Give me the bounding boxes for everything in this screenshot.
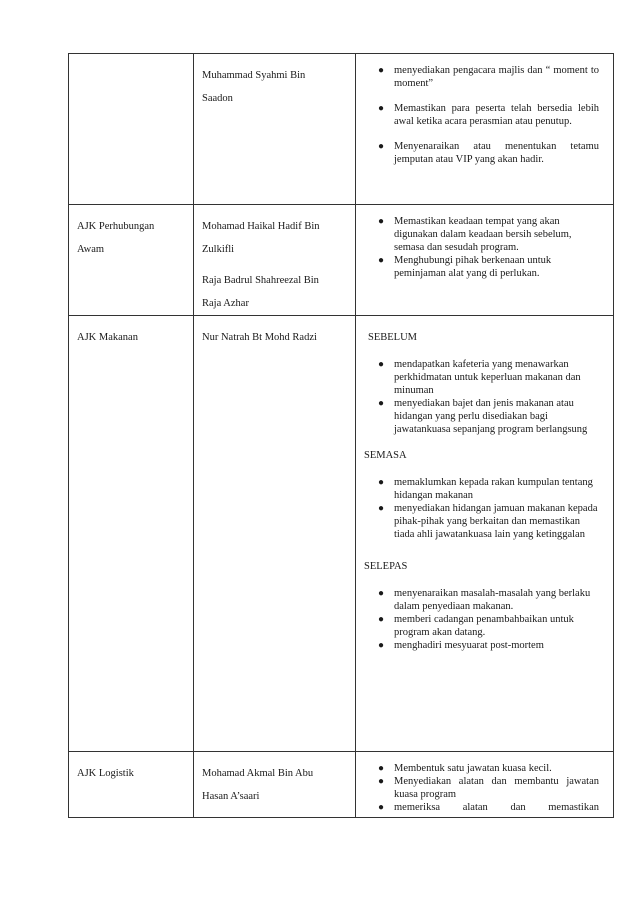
section-heading: SEBELUM — [368, 332, 418, 343]
section-heading: SEMASA — [364, 450, 407, 461]
members-cell — [194, 316, 356, 752]
duty-list — [364, 140, 599, 166]
duties-cell — [356, 316, 614, 752]
list-item: ● menyediakan hidangan jamuan makanan kepada pihak-pihak yang berkaitan dan memastikan tiada ahli jawatankuasa lain yang ketinggalan — [378, 503, 598, 540]
duty-list — [364, 587, 599, 652]
bullet-icon: ● — [378, 614, 385, 625]
list-item: ● Memastikan para peserta telah bersedia lebih awal ketika acara perasmian atau penutup. — [378, 103, 599, 127]
duty-list — [364, 64, 599, 90]
duties-cell — [356, 54, 614, 205]
member-line: Mohamad Akmal Bin Abu — [202, 768, 314, 779]
duties-cell — [356, 205, 614, 316]
member-line: Raja Badrul Shahreezal Bin — [202, 275, 319, 286]
table-row — [69, 205, 614, 316]
bullet-icon: ● — [378, 763, 385, 774]
duty-list — [364, 215, 599, 280]
member-line: Nur Natrah Bt Mohd Radzi — [202, 332, 317, 343]
members-cell — [194, 205, 356, 316]
list-item: ● menyenaraikan masalah-masalah yang berlaku dalam penyediaan makanan. — [378, 588, 591, 612]
committee-name: AJK Perhubungan — [77, 221, 155, 232]
members-cell — [194, 54, 356, 205]
bullet-icon: ● — [378, 216, 385, 227]
duty-list — [364, 762, 599, 814]
list-item: ● memberi cadangan penambahbaikan untuk program akan datang. — [378, 614, 574, 638]
list-item: ● menghadiri mesyuarat post-mortem — [378, 640, 544, 651]
bullet-icon: ● — [378, 503, 385, 514]
member-line: Hasan A’saari — [202, 791, 260, 802]
bullet-icon: ● — [378, 103, 385, 114]
member-line: Mohamad Haikal Hadif Bin — [202, 221, 320, 232]
duties-cell — [356, 752, 614, 818]
list-item: ● Menyenaraikan atau menentukan tetamu jemputan atau VIP yang akan hadir. — [378, 141, 599, 165]
section-heading: SELEPAS — [364, 561, 408, 572]
committee-cell — [69, 54, 194, 205]
table-row — [69, 54, 614, 205]
member-line: Muhammad Syahmi Bin — [202, 70, 306, 81]
bullet-icon: ● — [378, 359, 385, 370]
member-line: Zulkifli — [202, 244, 235, 255]
members-cell — [194, 752, 356, 818]
bullet-icon: ● — [378, 776, 385, 787]
bullet-icon: ● — [378, 588, 385, 599]
list-item: ● memaklumkan kepada rakan kumpulan tentang hidangan makanan — [378, 477, 593, 501]
committee-cell — [69, 752, 194, 818]
bullet-icon: ● — [378, 640, 385, 651]
committee-name: AJK Makanan — [77, 332, 138, 343]
list-item: ● Memastikan keadaan tempat yang akan digunakan dalam keadaan bersih sebelum, semasa dan sesudah program. — [378, 216, 572, 253]
list-item: ● Menyediakan alatan dan membantu jawatan kuasa program — [378, 776, 599, 800]
bullet-icon: ● — [378, 65, 385, 76]
committee-cell — [69, 205, 194, 316]
table-row — [69, 316, 614, 752]
committee-table — [68, 53, 614, 818]
list-item: ● Menghubungi pihak berkenaan untuk peminjaman alat yang di perlukan. — [378, 255, 552, 279]
table-row — [69, 752, 614, 818]
committee-name: Awam — [77, 244, 105, 255]
member-line: Saadon — [202, 93, 233, 104]
bullet-icon: ● — [378, 141, 385, 152]
list-item: ● menyediakan bajet dan jenis makanan atau hidangan yang perlu disediakan bagi jawatankuasa sepanjang program berlangsung — [378, 398, 588, 435]
bullet-icon: ● — [378, 802, 385, 813]
list-item: ● memeriksa alatan dan memastikan — [378, 802, 599, 813]
duty-list — [364, 102, 599, 128]
list-item: ● Membentuk satu jawatan kuasa kecil. — [378, 763, 552, 774]
committee-name: AJK Logistik — [77, 768, 134, 779]
bullet-icon: ● — [378, 255, 385, 266]
list-item: ● mendapatkan kafeteria yang menawarkan perkhidmatan untuk keperluan makanan dan minuman — [378, 359, 581, 396]
duty-list — [364, 358, 599, 436]
member-line: Raja Azhar — [202, 298, 249, 309]
committee-cell — [69, 316, 194, 752]
list-item: ● menyediakan pengacara majlis dan “ moment to moment” — [378, 65, 599, 89]
bullet-icon: ● — [378, 477, 385, 488]
bullet-icon: ● — [378, 398, 385, 409]
duty-list — [364, 476, 599, 541]
